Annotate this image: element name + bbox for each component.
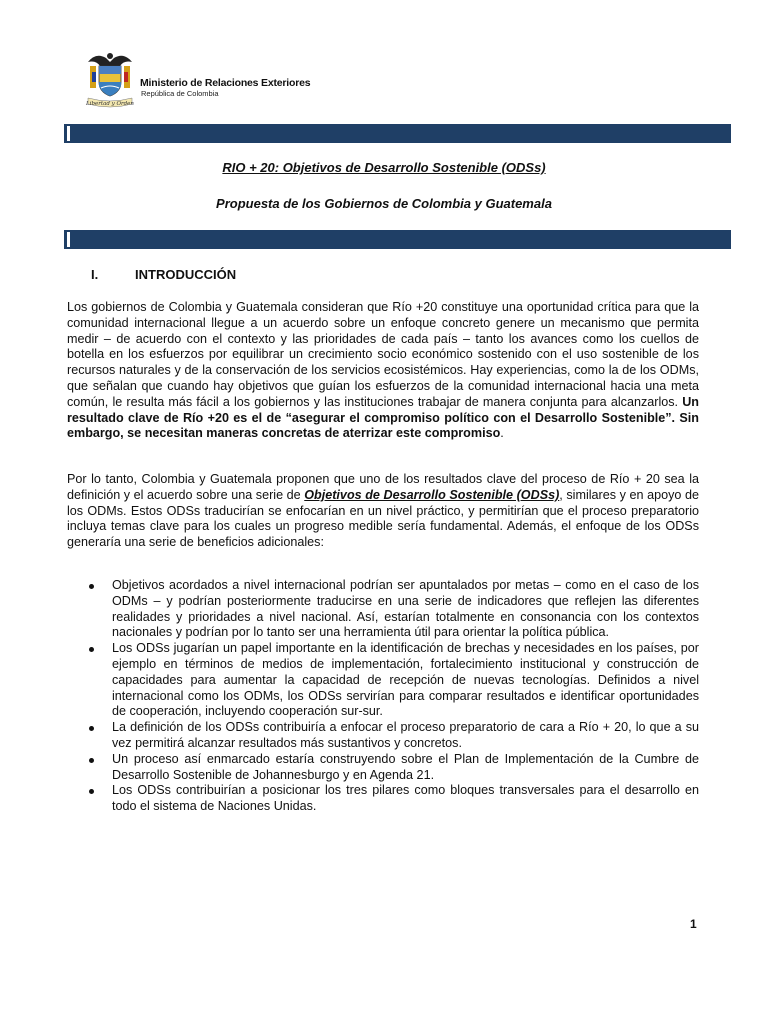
coat-of-arms-icon (84, 48, 136, 110)
section-title: INTRODUCCIÓN (135, 267, 237, 282)
page-number: 1 (690, 917, 697, 931)
header-divider-bar (64, 124, 731, 143)
bullet-icon (89, 726, 94, 731)
republic-name: República de Colombia (141, 89, 219, 98)
benefits-list (67, 578, 699, 815)
title-divider-bar (64, 230, 731, 249)
key-result-statement: Un resultado clave de Río +20 es el de “asegurar el compromiso político con el Desarrollo Sostenible”. Sin embargo, se necesitan maneras concretas de aterrizar este compromiso (67, 394, 699, 441)
list-item: Un proceso así enmarcado estaría construyendo sobre el Plan de Implementación de la Cumbre de Desarrollo Sostenible de Johannesburgo y en Agenda 21. (67, 752, 699, 784)
ods-emphasis: Objetivos de Desarrollo Sostenible (ODSs) (304, 487, 560, 502)
intro-paragraph: Los gobiernos de Colombia y Guatemala consideran que Río +20 constituye una oportunidad crítica para que la comunidad internacional llegue a un acuerdo sobre un enfoque concreto genere un mecanismo que permita medir – de acuerdo con el contexto y las prioridades de cada país – tanto los avances como los cuellos de botella en los esfuerzos por equilibrar un crecimiento socio económico sostenido con el uso sostenible de los recursos naturales y de la conservación de los servicios ecosistémicos. Hay experiencias, como la de los ODMs, que señalan que cuando hay objetivos que guían los esfuerzos de la comunidad internacional hacia una meta común, le resulta más fácil a los gobiernos y las instituciones trabajar de manera conjunta para alcanzarlos. Un resultado clave de Río +20 es el de “asegurar el compromiso político con el Desarrollo Sostenible”. Sin embargo, se necesitan maneras concretas de aterrizar este compromiso. (67, 300, 699, 441)
bullet-icon (89, 789, 94, 794)
document-title: RIO + 20: Objetivos de Desarrollo Sostenible (ODSs) (222, 160, 546, 175)
bullet-icon (89, 758, 94, 763)
ministry-name: Ministerio de Relaciones Exteriores (140, 77, 311, 89)
document-subtitle: Propuesta de los Gobiernos de Colombia y Guatemala (216, 196, 552, 211)
list-item: Objetivos acordados a nivel internacional podrían ser apuntalados por metas – como en el caso de los ODMs – y podrían posteriormente traducirse en una serie de indicadores que reflejen las diferentes realidades y prioridades a nivel nacional. Así, estarían totalmente en consonancia con los contextos nacionales y podrían por lo tanto ser una herramienta útil para orientar la política pública. (67, 578, 699, 641)
section-number: I. (91, 267, 99, 282)
motto-text: Libertad y Orden (86, 101, 134, 107)
list-item: La definición de los ODSs contribuiría a enfocar el proceso preparatorio de cara a Río + 20, lo que a su vez permitirá alcanzar resultados más sustantivos y concretos. (67, 720, 699, 752)
bullet-icon (89, 647, 94, 652)
letterhead (84, 48, 404, 114)
proposal-paragraph: Por lo tanto, Colombia y Guatemala proponen que uno de los resultados clave del proceso de Río + 20 sea la definición y el acuerdo sobre una serie de Objetivos de Desarrollo Sostenible (ODSs), similares y en apoyo de los ODMs. Estos ODSs traducirían se enfocarían en un nivel práctico, y permitirían que el proceso preparatorio incluya temas clave para los cuales un progreso medible sería fundamental. Además, el enfoque de los ODSs generaría una serie de beneficios adicionales: (67, 472, 699, 550)
bullet-icon (89, 584, 94, 589)
list-item: Los ODSs jugarían un papel importante en la identificación de brechas y necesidades en los países, por ejemplo en términos de medios de implementación, fortalecimiento institucional y construcción de capacidades para aumentar la capacidad de recepción de nuevas tecnologías. Definidos a nivel internacional como los ODMs, los ODSs servirían para comparar resultados e identificar oportunidades de cooperación, incluyendo cooperación sur-sur. (67, 641, 699, 720)
list-item: Los ODSs contribuirían a posicionar los tres pilares como bloques transversales para el desarrollo en todo el sistema de Naciones Unidas. (67, 783, 699, 815)
